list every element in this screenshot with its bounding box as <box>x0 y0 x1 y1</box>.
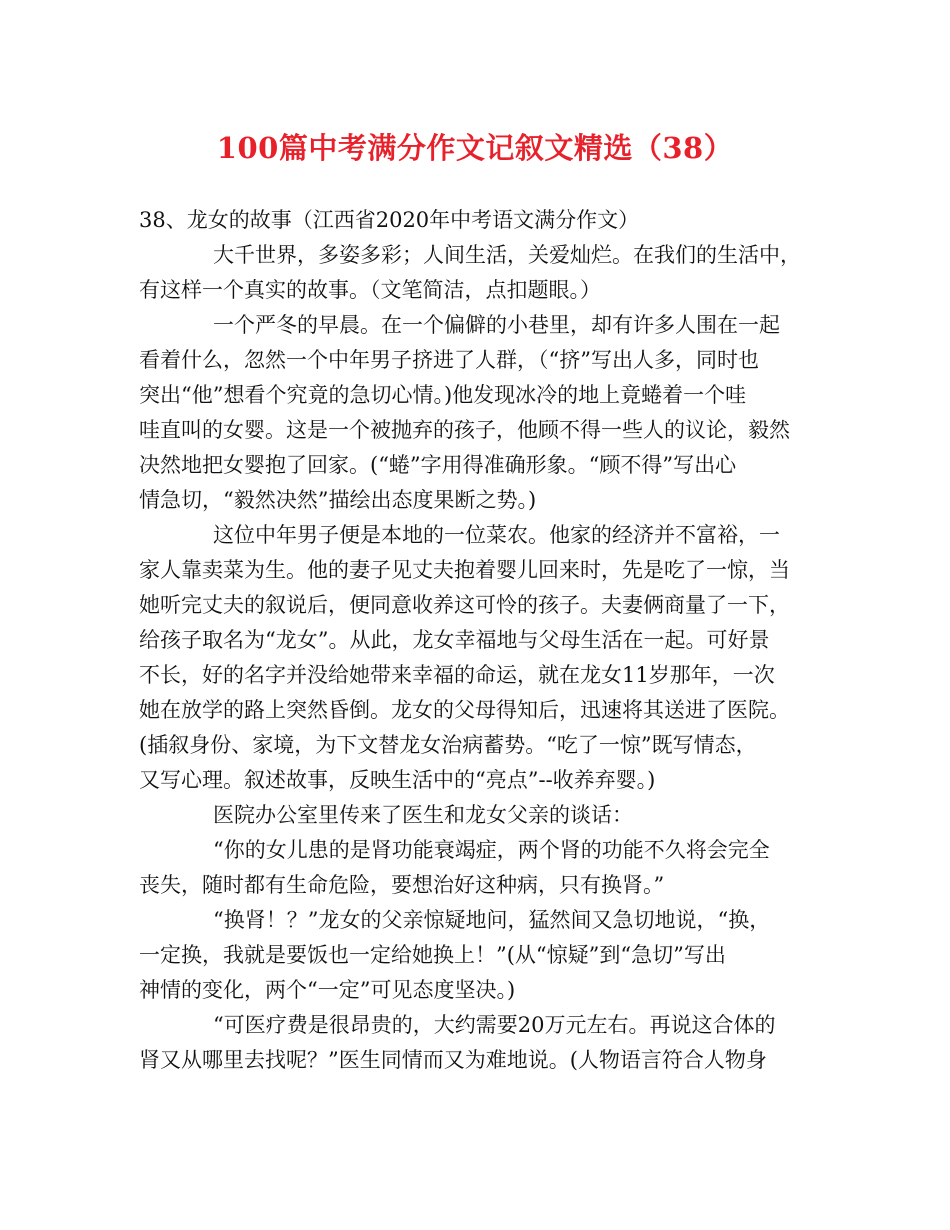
body-line: 给孩子取名为“龙女”。从此，龙女幸福地与父母生活在一起。可好景 <box>139 628 770 652</box>
document-title: 100篇中考满分作文记叙文精选（38） <box>216 131 734 165</box>
body-line: 哇直叫的女婴。这是一个被抛弃的孩子，他顾不得一些人的议论，毅然 <box>139 418 790 442</box>
body-line: 这位中年男子便是本地的一位菜农。他家的经济并不富裕，一 <box>213 523 780 547</box>
body-line: 情急切，“毅然决然”描绘出态度果断之势。) <box>139 488 537 512</box>
body-line: “可医疗费是很昂贵的，大约需要20万元左右。再说这合体的 <box>213 1013 776 1037</box>
body-line: “你的女儿患的是肾功能衰竭症，两个肾的功能不久将会完全 <box>213 838 770 862</box>
body-line: 一个严冬的早晨。在一个偏僻的小巷里，却有许多人围在一起 <box>213 313 780 337</box>
body-line: (插叙身份、家境，为下文替龙女治病蓄势。“吃了一惊”既写情态， <box>139 733 757 757</box>
body-line: 大千世界，多姿多彩；人间生活，关爱灿烂。在我们的生活中， <box>213 243 801 267</box>
body-line: 不长，好的名字并没给她带来幸福的命运，就在龙女11岁那年，一次 <box>139 663 775 687</box>
body-line: 她听完丈夫的叙说后，便同意收养这可怜的孩子。夫妻俩商量了一下， <box>139 593 790 617</box>
body-line: 肾又从哪里去找呢？”医生同情而又为难地说。(人物语言符合人物身 <box>139 1048 767 1072</box>
body-line: 又写心理。叙述故事，反映生活中的“亮点”--收养弃婴。) <box>139 768 656 792</box>
body-line: 医院办公室里传来了医生和龙女父亲的谈话： <box>213 803 633 827</box>
body-line: 突出“他”想看个究竟的急切心情。)他发现冰冷的地上竟蜷着一个哇 <box>139 383 747 407</box>
body-line: 有这样一个真实的故事。（文笔简洁，点扣题眼。） <box>139 278 601 302</box>
body-line: 她在放学的路上突然昏倒。龙女的父母得知后，迅速将其送进了医院。 <box>139 698 790 722</box>
body-line: 看着什么，忽然一个中年男子挤进了人群，（“挤”写出人多，同时也 <box>139 348 759 372</box>
body-line: 一定换，我就是要饭也一定给她换上！”(从“惊疑”到“急切”写出 <box>139 943 726 967</box>
document-body <box>139 203 819 1078</box>
body-line: 神情的变化，两个“一定”可见态度坚决。) <box>139 978 516 1002</box>
body-line: 家人靠卖菜为生。他的妻子见丈夫抱着婴儿回来时，先是吃了一惊，当 <box>139 558 790 582</box>
body-line: 38、龙女的故事（江西省2020年中考语文满分作文） <box>139 208 640 232</box>
body-line: 丧失，随时都有生命危险，要想治好这种病，只有换肾。” <box>139 873 665 897</box>
body-line: “换肾！？”龙女的父亲惊疑地问，猛然间又急切地说，“换， <box>213 908 771 932</box>
body-line: 决然地把女婴抱了回家。(“蜷”字用得准确形象。“顾不得”写出心 <box>139 453 737 477</box>
